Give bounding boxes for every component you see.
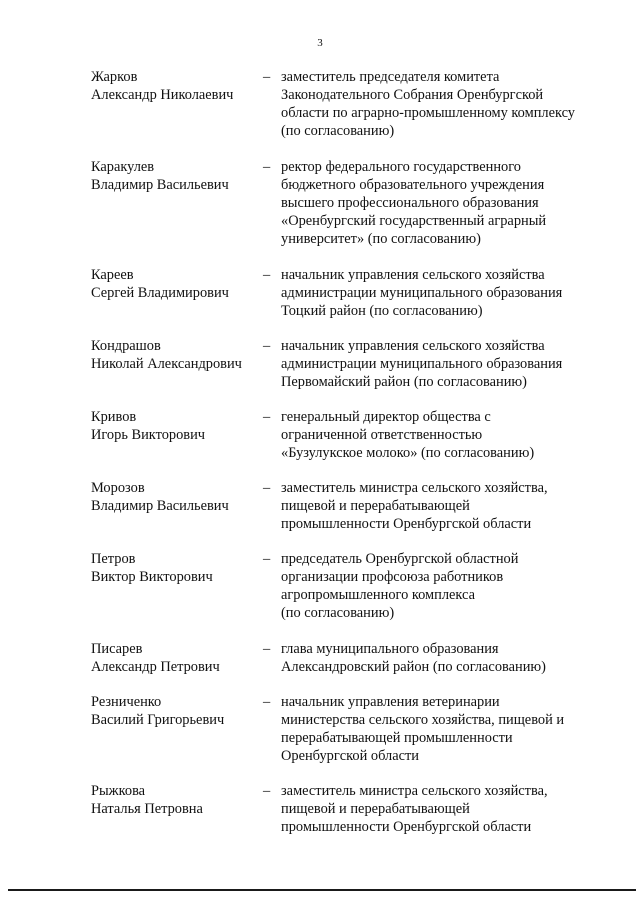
member-position [281, 337, 591, 391]
dash-separator: – [263, 480, 271, 496]
position-line: (по согласованию) [281, 123, 395, 139]
member-name [91, 550, 263, 622]
member-given-names: Владимир Васильевич [91, 177, 229, 193]
member-name [91, 408, 263, 462]
member-position [281, 640, 591, 676]
member-name [91, 337, 263, 391]
position-line: заместитель председателя комитета [281, 69, 500, 85]
dash-separator: – [263, 783, 271, 799]
member-entry [91, 68, 611, 140]
position-line: ректор федерального государственного [281, 159, 521, 175]
dash-separator: – [263, 694, 271, 710]
position-line: начальник управления сельского хозяйства [281, 267, 545, 283]
member-entry [91, 782, 611, 836]
member-position [281, 782, 591, 836]
position-line: администрации муниципального образования [281, 285, 563, 301]
member-position [281, 550, 591, 622]
member-entry [91, 640, 611, 676]
position-line: университет» (по согласованию) [281, 231, 481, 247]
position-line: ограниченной ответственностью [281, 427, 483, 443]
member-entry [91, 337, 611, 391]
member-name [91, 640, 263, 676]
member-position [281, 408, 591, 462]
dash-separator: – [263, 551, 271, 567]
member-given-names: Александр Петрович [91, 659, 220, 675]
position-line: промышленности Оренбургской области [281, 516, 532, 532]
member-given-names: Игорь Викторович [91, 427, 206, 443]
position-line: Александровский район (по согласованию) [281, 659, 546, 675]
member-position [281, 479, 591, 533]
position-line: Тоцкий район (по согласованию) [281, 303, 483, 319]
position-line: высшего профессионального образования [281, 195, 539, 211]
position-line: (по согласованию) [281, 605, 395, 621]
position-line: «Оренбургский государственный аграрный [281, 213, 547, 229]
member-position [281, 158, 591, 248]
member-name [91, 693, 263, 765]
member-given-names: Василий Григорьевич [91, 712, 225, 728]
member-given-names: Николай Александрович [91, 356, 242, 372]
member-given-names: Сергей Владимирович [91, 285, 229, 301]
member-name [91, 68, 263, 140]
member-name [91, 266, 263, 320]
member-name [91, 158, 263, 248]
dash-separator: – [263, 267, 271, 283]
members-list [91, 68, 611, 836]
member-entry [91, 693, 611, 765]
dash-separator: – [263, 159, 271, 175]
member-surname: Резниченко [91, 694, 162, 710]
member-entry [91, 158, 611, 248]
position-line: перерабатывающей промышленности [281, 730, 513, 746]
member-surname: Кареев [91, 267, 134, 283]
member-surname: Кривов [91, 409, 137, 425]
position-line: агропромышленного комплекса [281, 587, 475, 603]
member-position [281, 266, 591, 320]
dash-separator: – [263, 338, 271, 354]
member-entry [91, 408, 611, 462]
position-line: промышленности Оренбургской области [281, 819, 532, 835]
position-line: администрации муниципального образования [281, 356, 563, 372]
position-line: «Бузулукское молоко» (по согласованию) [281, 445, 535, 461]
member-surname: Кондрашов [91, 338, 161, 354]
dash-separator: – [263, 641, 271, 657]
position-line: пищевой и перерабатывающей [281, 498, 470, 514]
position-line: начальник управления сельского хозяйства [281, 338, 545, 354]
position-line: начальник управления ветеринарии [281, 694, 500, 710]
member-surname: Морозов [91, 480, 145, 496]
member-name [91, 479, 263, 533]
member-entry [91, 266, 611, 320]
member-given-names: Владимир Васильевич [91, 498, 229, 514]
position-line: бюджетного образовательного учреждения [281, 177, 545, 193]
dash-separator: – [263, 69, 271, 85]
position-line: пищевой и перерабатывающей [281, 801, 470, 817]
page-number: 3 [317, 37, 323, 49]
member-name [91, 782, 263, 836]
member-given-names: Виктор Викторович [91, 569, 213, 585]
position-line: генеральный директор общества с [281, 409, 491, 425]
position-line: глава муниципального образования [281, 641, 499, 657]
position-line: Оренбургской области [281, 748, 419, 764]
member-entry [91, 550, 611, 622]
member-given-names: Наталья Петровна [91, 801, 203, 817]
position-line: министерства сельского хозяйства, пищевой и [281, 712, 565, 728]
member-surname: Петров [91, 551, 136, 567]
member-entry [91, 479, 611, 533]
member-surname: Писарев [91, 641, 143, 657]
member-surname: Рыжкова [91, 783, 146, 799]
member-surname: Каракулев [91, 159, 155, 175]
member-position [281, 68, 591, 140]
member-given-names: Александр Николаевич [91, 87, 234, 103]
position-line: Первомайский район (по согласованию) [281, 374, 527, 390]
position-line: Законодательного Собрания Оренбургской [281, 87, 544, 103]
position-line: заместитель министра сельского хозяйства, [281, 783, 548, 799]
position-line: председатель Оренбургской областной [281, 551, 519, 567]
bottom-rule [8, 889, 636, 891]
position-line: организации профсоюза работников [281, 569, 504, 585]
position-line: заместитель министра сельского хозяйства, [281, 480, 548, 496]
member-position [281, 693, 591, 765]
position-line: области по аграрно-промышленному комплексу [281, 105, 576, 121]
member-surname: Жарков [91, 69, 138, 85]
dash-separator: – [263, 409, 271, 425]
